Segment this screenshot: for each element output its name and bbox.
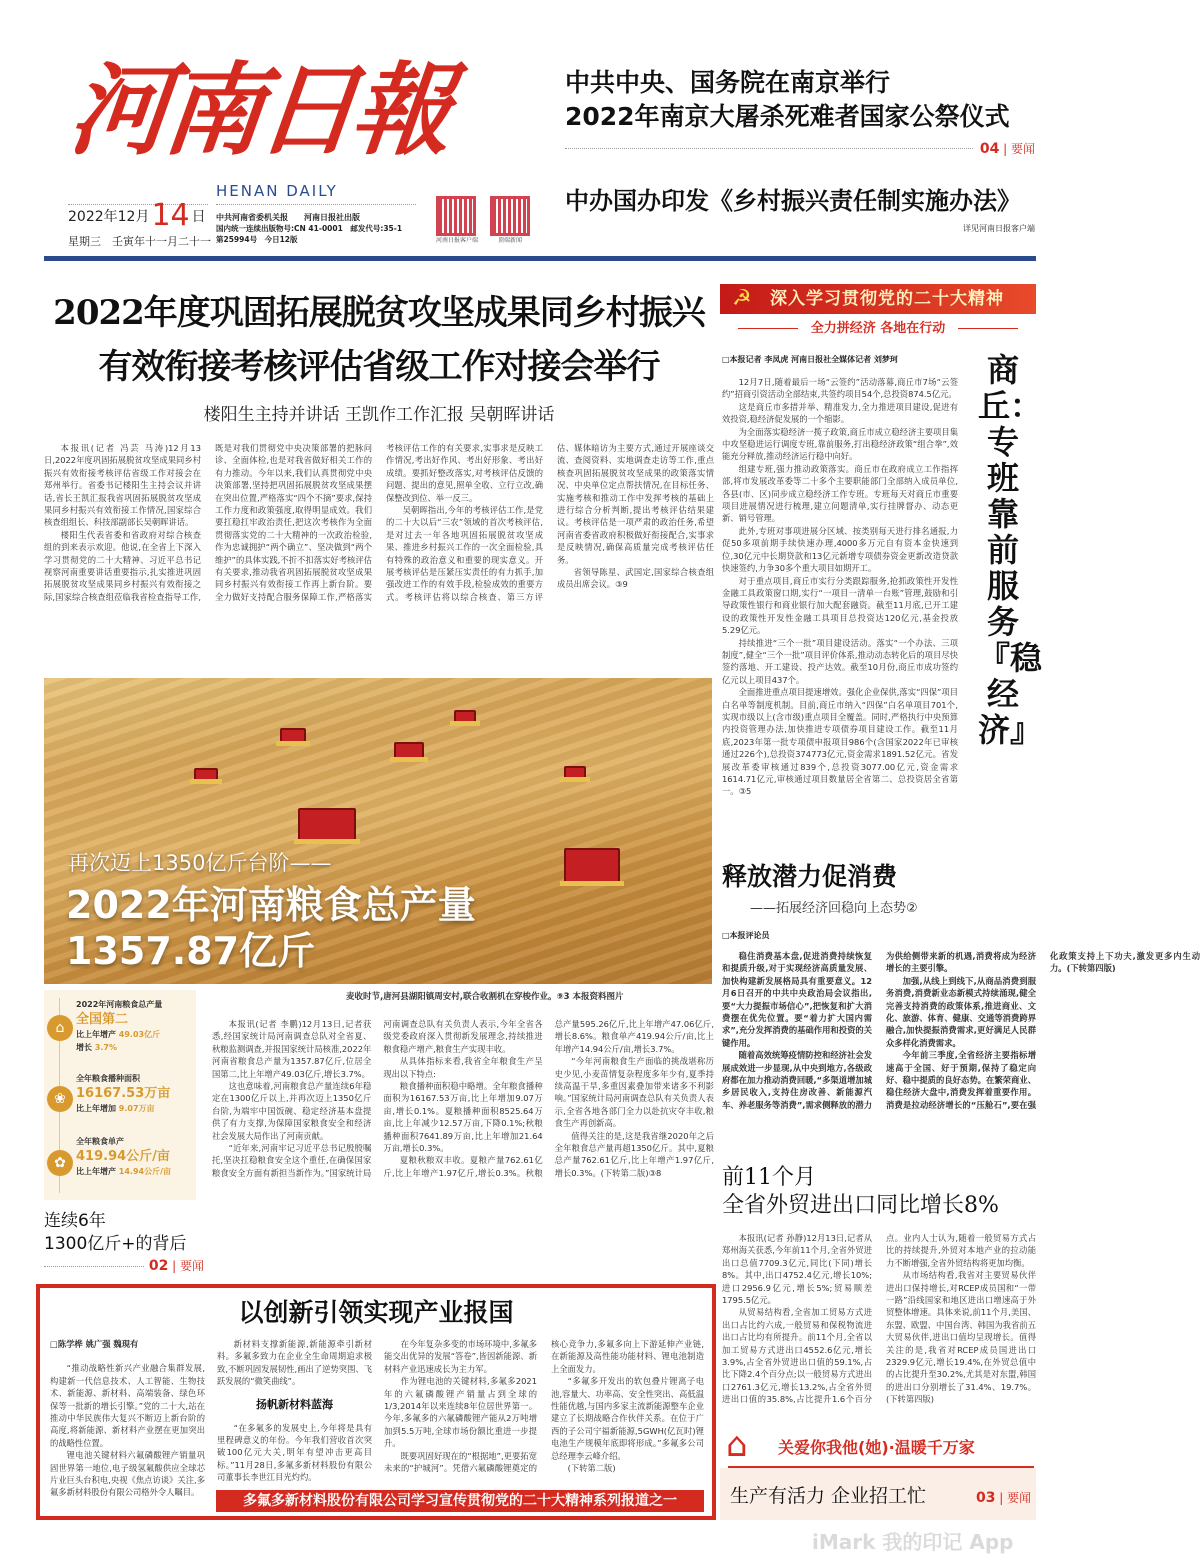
photo-caption: 麦收时节,唐河县湖阳镇周安村,联合收割机在穿梭作业。⑨3 本报资料图片	[346, 992, 624, 1002]
watermark: iMark 我的印记 App	[812, 1530, 1014, 1554]
qr-code-icon	[490, 196, 530, 236]
harvester-icon	[454, 710, 476, 724]
house-icon: ⌂	[726, 1425, 748, 1465]
harvester-icon	[280, 728, 306, 744]
party-sub-banner: 全力拼经济 各地在行动	[720, 320, 1036, 338]
shangqiu-vertical-headline[interactable]: 商丘：专班靠前服务『稳经济』	[978, 351, 1043, 749]
trade-article-body: 本报讯(记者 孙静)12月13日,记者从郑州海关获悉,今年前11个月,全省外贸进出口总值7709.3亿元,同比(下同)增长8%。其中,出口4752.4亿元,增长10%;进口2956.9亿元,增长5%;贸易顺差1795.5亿元。 从贸易结构看,全省加工贸易方式进出口占比约六成,一般贸易和保税物流进出口占比均有所提升。前11个月,全省以加工贸易方式进出口4552.6亿元,增长3.9%,占全省外贸进出口值的59.1%,占比下降2.4个百分点;以一般贸易方式进出口2761.3亿元,增长13.2%,占全省外贸进出口值的35.8%,占比提升1.6个百分点。业内人士认为,随着一般贸易方式占比的持续提升,外贸对本地产业的拉动能力不断增强,全省外贸结构将更加均衡。 从市场结构看,我省对主要贸易伙伴进出口保持增长,对RCEP成员国和“一带一路”沿线国家和地区进出口增速高于外贸整体增速。具体来说,前11个月,美国、东盟、欧盟、中国台湾、韩国为我省前五大贸易伙伴,进出口值均呈现增长。值得关注的是,我省对RCEP成员国进出口2329.9亿元,增长19.4%,在外贸总值中的占比提升至30.2%,尤其是对东盟,韩国的进出口分别增长了31.4%、19.7%。(下转第四版)	[722, 1233, 1036, 1405]
harvester-icon	[394, 742, 424, 760]
harvester-icon	[564, 766, 586, 780]
innovation-feature-box: 以创新引领实现产业报国 □陈学桦 姚广强 魏現有 “推动战略性新兴产业融合集群发展,构建新一代信息技术、人工智能、生物技术、新能源、新材料、高端装备、绿色环保等一批新的增长引擎。”党的二十大,站在推动中华民族伟大复兴不断迈上新台阶的高度,将新能源、新材料产业摆在更加突出的战略性位置。 锂电池关键材料六氟磷酸锂产销量巩固世界第一地位,电子级氢氟酸供应全球芯片业巨头台积电,央视《焦点访谈》关注,多氟多新材料股份有限公司格外令人瞩目。 新材料支撑新能源,新能源牵引新材料。多氟多致力在企业全生命周期追求极致,不断巩固发展韧性,画出了逆势突围、飞跃发展的“微笑曲线”。 扬帆新材料蓝海 “在多氟多的发展史上,今年将是具有里程碑意义的年份。今年我们营收首次突破100亿元大关,明年有望冲击更高目标。”11月28日,多氟多新材料股份有限公司董事长李世江目光灼灼。 在今年复杂多变的市场环境中,多氟多能交出优异的发展“答卷”,皆因新能源、新材料产业迅速成长为主力军。 作为锂电池的关键材料,多氟多2021年的六氟磷酸锂产销量占到全球的1/3,2014年以来连续8年位居世界第一。今年,多氟多的六氟磷酸锂产能从2万吨增加到5.5万吨,全球市场份额比重进一步提升。 既要巩固好现在的“根据地”,更要拓宽未来的“护城河”。凭借六氟磷酸锂奠定的核心竞争力,多氟多向上下游延伸产业链,在新能源及高性能功能材料、锂电池制造上全面发力。 “多氟多开发出的软包叠片锂离子电池,容量大、功率高、安全性突出、高低温性能优越,与国内多家主流新能源整车企业建立了长期战略合作伙伴关系。在位于广西的子公司宁福新能源,5GWH(亿瓦时)锂电池生产规模年底即将形成。”多氟多公司总经理李云峰介绍。 (下转第二版) 多氟多新材料股份有限公司学习宣传贯彻党的二十大精神系列报道之一	[36, 1284, 716, 1520]
lead-headline[interactable]: 2022年度巩固拓展脱贫攻坚成果同乡村振兴 有效衔接考核评估省级工作对接会举行	[53, 293, 705, 387]
top-news-1[interactable]: 中共中央、国务院在南京举行 2022年南京大屠杀死难者国家公祭仪式 04 | 要闻	[565, 68, 1035, 157]
innovation-headline[interactable]: 以创新引领实现产业报国	[238, 1298, 514, 1327]
innovation-series-banner: 多氟多新材料股份有限公司学习宣传贯彻党的二十大精神系列报道之一	[216, 1490, 704, 1512]
consumption-article-body: 稳住消费基本盘,促进消费持续恢复和提质升级,对于实现经济高质量发展、加快构建新发展格局具有重要意义。12月6日召开的中共中央政治局会议指出,要“大力提振市场信心”,把恢复和扩大消费摆在优先位置。要“着力扩大国内需求”,充分发挥消费的基础作用和投资的关键作用。 随着高效统筹疫情防控和经济社会发展成效进一步显现,从中央到地方,各级政府都在加力推动消费回暖,“多渠道增加城乡居民收入,支持住房改善、新能源汽车、养老服务等消费”,需求侧释放的潜力为供给侧带来新的机遇,消费将成为经济增长的主要引擎。 加强,从线上到线下,从商品消费到服务消费,消费新业态新模式持续涌现,健全完善支持消费的政策体系,推进商业、文化、旅游、体育、健康、交通等消费跨界融合,加快提振消费需求,更好满足人民群众多样化消费需求。 今年前三季度,全省经济主要指标增速高于全国、好于预期,保持了稳定向好、稳中提质的良好态势。在繁荣商业、稳住经济大盘中,消费发挥着重要作用。消费是拉动经济增长的“压舱石”,要在强化政策支持上下功夫,激发更多内生动力。(下转第四版)	[722, 951, 1200, 1110]
consumption-subtitle: ——拓展经济回稳向上态势②	[750, 901, 918, 916]
lead-article-body: 本报讯(记者 冯芸 马涛)12月13日,2022年度巩固拓展脱贫攻坚成果同乡村振兴有效衔接考核评估省级工作对接会在郑州举行。省委书记楼阳生主持会议并讲话,省长王凯汇报我省巩固拓展脱贫攻坚成果同乡村振兴有效衔接工作情况,国家综合核查组组长、科技部副部长吴朝晖讲话。 楼阳生代表省委和省政府对综合核查组的到来表示欢迎。他说,在全省上下深入学习贯彻党的二十大精神、习近平总书记视察河南重要讲话重要指示,扎实推进巩固拓展脱贫攻坚成果同乡村振兴有效衔接之际,国家综合核查组莅临我省检查指导工作,既是对我们贯彻党中央决策部署的把脉问诊、全面体检,也是对我省做好相关工作的有力推动。今年以来,我们认真贯彻党中央决策部署,坚持把巩固拓展脱贫攻坚成果摆在突出位置,严格落实“四个不摘”要求,保持工作力度和政策强度,取得明显成效。我们要扛稳扛牢政治责任,把这次考核作为全面贯彻落实党的二十大精神的一次政治检验,作为忠诚拥护“两个确立”、坚决做到“两个维护”的具体实践,不折不扣落实好考核评估有关要求,推动我省巩固拓展脱贫攻坚成果同乡村振兴有效衔接工作再上新台阶。要全力做好支持配合服务保障工作,严格落实考核评估工作的有关要求,实事求是反映工作情况,考出好作风、考出好形象、考出好成绩。要抓好整改落实,对考核评估反馈的问题、提出的意见,照单全收、立行立改,确保整改到位、举一反三。 吴朝晖指出,今年的考核评估工作,是党的二十大以后“三农”领域的首次考核评估,是对过去一年各地巩固拓展脱贫攻坚成果、推进乡村振兴工作的一次全面检验,具有特殊的政治意义和重要的现实意义。开展考核评估是压紧压实责任的有力抓手,加强改进工作的有效手段,检验成效的重要方式。考核评估将以综合核查、第三方评估、媒体暗访为主要方式,通过开展座谈交流、查阅资料、实地调查走访等工作,重点核查巩固拓展脱贫攻坚成果的政策落实情况、中央单位定点帮扶情况,在目标任务、实施考核和推动工作中发挥考核的基础上进行综合分析判断,提出考核评估结果建议。考核评估是一项严肃的政治任务,希望河南省委省政府积极做好衔接配合,实事求是反映情况,确保高质量完成考核评估任务。 省领导陈星、武国定,国家综合核查组成员出席会议。③9	[44, 443, 714, 602]
consumption-byline: □本报评论员	[722, 931, 770, 940]
field-icon: ❀	[47, 1086, 73, 1112]
qr-code-news[interactable]: 顶端新闻	[490, 196, 530, 245]
harvester-icon	[194, 768, 218, 782]
sprout-icon: ✿	[47, 1150, 73, 1176]
hammer-sickle-icon: ☭	[732, 286, 753, 311]
masthead-english-name: HENAN DAILY	[216, 182, 338, 200]
innovation-subheading: 扬帆新材料蓝海	[256, 1397, 333, 1411]
party-congress-banner: ☭ 深入学习贯彻党的二十大精神	[720, 284, 1036, 314]
weekday-lunar-date: 星期三 壬寅年十一月二十一	[68, 235, 211, 248]
top-news-2[interactable]: 中办国办印发《乡村振兴责任制实施办法》 详见河南日报客户端	[565, 187, 1035, 233]
shangqiu-byline: □本报记者 李凤虎 河南日报社全媒体记者 刘梦珂	[722, 355, 898, 364]
harvest-photo: 再次迈上1350亿斤台阶—— 2022年河南粮食总产量 1357.87亿斤	[44, 678, 712, 984]
consumption-headline[interactable]: 释放潜力促消费	[722, 862, 898, 891]
grain-article-body: 本报讯(记者 李鹏)12月13日,记者获悉,经国家统计局河南调查总队对全省夏、秋粮监测调查,并报国家统计局核准,2022年河南省粮食总产量为1357.87亿斤,位居全国第二,比上年增产49.03亿斤,增长3.7%。 这也意味着,河南粮食总产量连续6年稳定在1300亿斤以上,并再次迈上1350亿斤台阶,为端牢中国饭碗、稳定经济基本盘提供了有力支撑,为保障国家粮食安全和经济社会发展大局作出了河南贡献。 “近年来,河南牢记习近平总书记殷殷嘱托,坚决扛稳粮食安全这个重任,在确保国家粮食安全方面有新担当新作为。”国家统计局河南调查总队有关负责人表示,今年全省各级党委政府深入贯彻新发展理念,持续推进粮食稳产增产,粮食生产实现丰收。 从具体指标来看,我省全年粮食生产呈现出以下特点: 粮食播种面积稳中略增。全年粮食播种面积为16167.53万亩,比上年增加9.07万亩,增长0.1%。夏粮播种面积8525.64万亩,比上年减少12.57万亩,下降0.1%;秋粮播种面积7641.89万亩,比上年增加21.64万亩,增长0.3%。 夏粮秋粮双丰收。夏粮产量762.61亿斤,比上年增产1.97亿斤,增长0.3%。秋粮总产量595.26亿斤,比上年增产47.06亿斤,增长8.6%。粮食单产419.94公斤/亩,比上年增产14.94公斤/亩,增长3.7%。 “今年河南粮食生产面临的挑战堪称历史少见,小麦苗情复杂程度多年少有,夏季持续高温干旱,多重因素叠加带来诸多不利影响。”国家统计局河南调查总队有关负责人表示,全省各地各部门全力以赴抗灾夺丰收,粮食生产再创新高。 值得关注的是,这是我省继2020年之后全年粮食总产量再超1350亿斤。其中,夏粮总产量762.61亿斤,比上年增产1.97亿斤,增长0.3%。(下转第二版)③8	[212, 1019, 714, 1178]
care-campaign-box[interactable]: ⌂ 关爱你我他(她)·温暖千万家 生产有活力 企业招工忙 03 | 要闻	[720, 1420, 1036, 1520]
grain-stats-panel: ⌂ 2022年河南粮食总产量 全国第二 比上年增产 49.03亿斤 增长 3.7% ❀ 全年粮食播种面积 16167.53万亩 比上年增加 9.07万亩 ✿ 全年粮食单产 419.94公斤/亩 比上年增产 14.94公斤/亩	[44, 990, 196, 1200]
issue-date: 2022年12月14 日	[68, 198, 206, 233]
harvester-icon	[564, 848, 620, 884]
innovation-byline: □陈学桦 姚广强 魏現有	[50, 1339, 139, 1349]
qr-code-client[interactable]: 河南日报客户端	[436, 196, 478, 245]
qr-code-icon	[436, 196, 476, 236]
lead-subhead: 楼阳生主持并讲话 王凯作工作汇报 吴朝晖讲话	[203, 405, 555, 425]
grain-icon: ⌂	[47, 1015, 73, 1041]
harvester-icon	[298, 808, 356, 842]
masthead-rule	[44, 256, 1036, 261]
publication-info: 中共河南省委机关报 河南日报社出版 国内统一连续出版物号:CN 41-0001 邮发代号:35-1 第25994号 今日12版	[216, 213, 403, 244]
shangqiu-article-body: 12月7日,随着最后一场“云签约”活动落幕,商丘市7场“云签约”招商引资活动全部结束,共签约项目54个,总投资874.5亿元。 这是商丘市多措并举、精准发力,全力推进项目建设,促进有效投资,稳经济促发展的一个缩影。 为全面落实稳经济一揽子政策,商丘市成立稳经济主要项目集中攻坚稳进运行调度专班,靠前服务,打出稳经济政策“组合拳”,效能充分释放,推动经济运行稳中向好。 组建专班,强力推动政策落实。商丘市在政府成立工作指挥部,将市发展改革委等二十多个主要职能部门全部纳入成员单位,各县(市、区)同步成立稳经济工作专班。专班每天对商丘市重要项目进展情况进行梳理,建立问题清单,实行挂牌督办、动态更新、销号管理。 此外,专班对事项进展分区域、按类别每天进行排名通报,力促50多项前期手续快速办理,4000多万元自有资本金快速到位,30亿元中长期贷款和13亿元新增专项债券资金更新改造贷款快速签约,力争30多个重大项目如期开工。 对于重点项目,商丘市实行分类跟踪服务,抢抓政策性开发性金融工具政策窗口期,实行“一项目一清单一台账”管理,鼓励和引导政策性银行和商业银行加大配套融资。截至11月底,已开工建设的政策性开发性金融工具项目总投资达120亿元,基金投放5.29亿元。 持续推进“三个一批”项目建设活动。落实“一个办法、三项制度”,健全“三个一批”项目评价体系,推动动态转化后的项目尽快签约落地、开工建设、投产达效。截至10月份,商丘市成功签约亿元以上项目437个。 全面推进重点项目提速增效。强化企业保供,落实“四保”项目白名单等制度机制。目前,商丘市纳入“四保”白名单项目701个,实现市级以上(含市级)重点项目全覆盖。同时,严格执行中央预算内投资管理办法,加快推进专项债券项目建设工作。截至11月底,2023年第一批专项债申报项目986个(含国家2022年已审核通过226个),总投资374773亿元,资金需求1891.52亿元。省发展改革委审核通过839个,总投资3077.00亿元,资金需求1614.71亿元,审核通过项目数量居全省第二、总投资居全省第一。③5	[722, 377, 958, 797]
sidebar-story[interactable]: 连续6年 1300亿斤+的背后 02 | 要闻	[44, 1211, 204, 1274]
masthead-logo: 河南日報	[63, 51, 453, 169]
trade-headline[interactable]: 前11个月 全省外贸进出口同比增长8%	[722, 1165, 999, 1218]
care-headline: 生产有活力 企业招工忙	[730, 1485, 927, 1507]
